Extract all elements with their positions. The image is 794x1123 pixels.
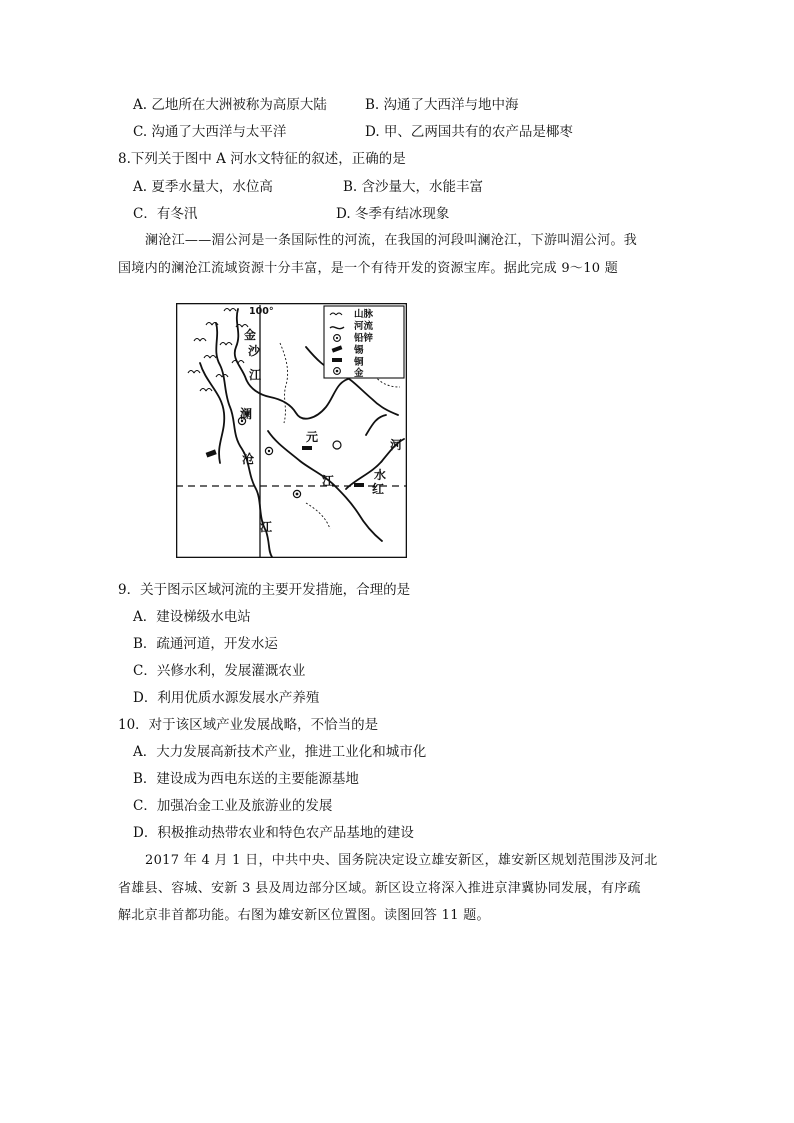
q7-option-b: B. 沟通了大西洋与地中海 <box>365 97 519 113</box>
label-hong: 红 <box>372 482 385 496</box>
tin-icon <box>354 483 364 487</box>
label-cang: 沧 <box>242 452 255 466</box>
label-sha: 沙 <box>248 344 261 358</box>
q8-option-b: B. 含沙量大，水能丰富 <box>343 179 484 195</box>
legend-label-gold: 金 <box>354 368 364 379</box>
passage-lancang-line-2: 国境内的澜沧江流域资源十分丰富，是一个有待开发的资源宝库。据此完成 9～10 题 <box>118 261 619 276</box>
passage-xiongan-line-3: 解北京非首都功能。右图为雄安新区位置图。读图回答 11 题。 <box>118 908 490 923</box>
q8-option-c: C．有冬汛 <box>133 206 198 222</box>
label-jin: 金 <box>244 328 257 342</box>
label-shui: 水 <box>374 468 387 482</box>
q10-option-a: A．大力发展高新技术产业，推进工业化和城市化 <box>133 744 427 760</box>
q9-option-a: A．建设梯级水电站 <box>133 609 251 625</box>
label-jiang-3: 江 <box>322 474 335 488</box>
label-lan: 澜 <box>240 407 253 421</box>
label-he: 河 <box>390 438 403 452</box>
q9-stem: 9．关于图示区域河流的主要开发措施，合理的是 <box>118 582 411 598</box>
q7-option-c: C. 沟通了大西洋与太平洋 <box>133 124 287 140</box>
legend-label-river: 河流 <box>354 321 374 332</box>
q7-option-d: D. 甲、乙两国共有的农产品是椰枣 <box>365 124 573 140</box>
map-legend <box>324 306 404 379</box>
label-jiang-2: 江 <box>260 520 273 534</box>
legend-copper-icon <box>332 358 342 362</box>
q7-option-a: A. 乙地所在大洲被称为高原大陆 <box>133 97 327 113</box>
q8-option-d: D. 冬季有结冰现象 <box>336 206 450 222</box>
q10-stem: 10．对于该区域产业发展战略，不恰当的是 <box>118 717 379 733</box>
label-yuan: 元 <box>306 430 319 444</box>
q8-option-a: A. 夏季水量大，水位高 <box>133 179 273 195</box>
legend-label-mountain: 山脉 <box>354 309 374 320</box>
legend-label-lead-zinc: 铅锌 <box>354 333 374 344</box>
label-jiang-1: 江 <box>249 368 262 382</box>
q9-option-b: B．疏通河道，开发水运 <box>133 636 278 652</box>
q10-option-b: B．建设成为西电东送的主要能源基地 <box>133 771 359 787</box>
q9-option-c: C．兴修水利，发展灌溉农业 <box>133 663 306 679</box>
tin-icon <box>302 446 312 450</box>
passage-xiongan-line-1: 2017 年 4 月 1 日，中共中央、国务院决定设立雄安新区，雄安新区规划范围涉及河北 <box>145 853 658 868</box>
passage-lancang-line-1: 澜沧江——湄公河是一条国际性的河流，在我国的河段叫澜沧江，下游叫湄公河。我 <box>145 233 638 248</box>
q10-option-d: D．积极推动热带农业和特色农产品基地的建设 <box>133 825 414 841</box>
legend-label-tin: 锡 <box>354 345 364 356</box>
q9-option-d: D．利用优质水源发展水产养殖 <box>133 690 320 706</box>
passage-xiongan-line-2: 省雄县、容城、安新 3 县及周边部分区域。新区设立将深入推进京津冀协同发展，有序疏 <box>118 881 641 896</box>
legend-label-copper: 铜 <box>354 357 364 368</box>
q8-stem: 8.下列关于图中 A 河水文特征的叙述，正确的是 <box>118 151 406 167</box>
longitude-label: 100° <box>249 306 274 317</box>
copper-icon <box>333 441 341 449</box>
q10-option-c: C．加强冶金工业及旅游业的发展 <box>133 798 333 814</box>
lancang-river-map <box>176 303 407 558</box>
